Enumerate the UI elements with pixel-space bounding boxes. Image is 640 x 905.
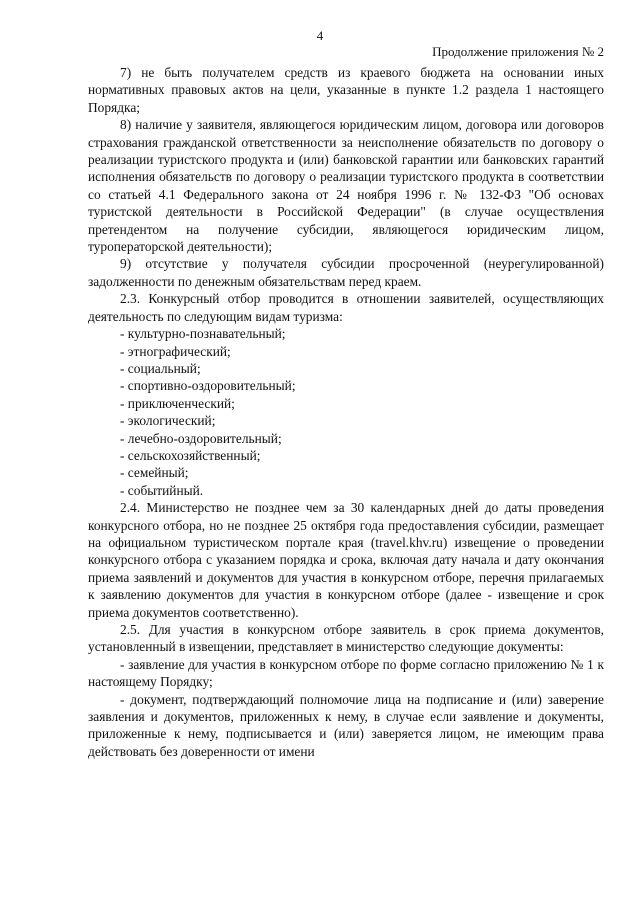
document-list-item-application: - заявление для участия в конкурсном отборе по форме согласно приложению № 1 к настоящему Порядку; — [88, 656, 604, 690]
document-body — [88, 64, 604, 760]
document-list-item-authority: - документ, подтверждающий полномочие лица на подписание и (или) заверение заявления и документов, приложенных к нему, в случае если заявление и документы, приложенные к нему, подписывается и (или) заверяется лицом, не имеющим права действовать без доверенности от имени — [88, 691, 604, 759]
paragraph-2-3: 2.3. Конкурсный отбор проводится в отношении заявителей, осуществляющих деятельность по следующим видам туризма: — [88, 291, 604, 324]
list-item: - экологический; — [120, 413, 216, 429]
list-item: - спортивно-оздоровительный; — [120, 378, 296, 394]
paragraph-item-9: 9) отсутствие у получателя субсидии просроченной (неурегулированной) задолженности по денежным обязательствам перед краем. — [88, 256, 604, 289]
list-item: - семейный; — [120, 465, 189, 481]
appendix-continuation-label: Продолжение приложения № 2 — [432, 44, 604, 59]
list-item: - сельскохозяйственный; — [120, 447, 261, 463]
paragraph-2-5: 2.5. Для участия в конкурсном отборе заявитель в срок приема документов, установленный в извещении, представляет в министерство следующие документы: — [88, 622, 604, 655]
list-item: - лечебно-оздоровительный; — [120, 430, 282, 446]
paragraph-item-7: 7) не быть получателем средств из краевого бюджета на основании иных нормативных правовых актов на цели, указанные в пункте 1.2 раздела 1 настоящего Порядка; — [88, 65, 604, 115]
list-item: - этнографический; — [120, 343, 231, 359]
paragraph-item-8: 8) наличие у заявителя, являющегося юридическим лицом, договора или договоров страхования гражданской ответственности за неисполнение обязательств по договору о реализации туристского продукта и (или) банковской гарантии или банковских гарантий исполнения обязательств по договору о реализации туристского продукта в соответствии со статьей 4.1 Федерального закона от 24 ноября 1996 г. № 132-ФЗ "Об основах туристской деятельности в Российской Федерации" (в случае осуществления претендентом на получение субсидии, являющегося юридическим лицом, туроператорской деятельности); — [88, 117, 604, 255]
list-item: - приключенческий; — [120, 395, 235, 411]
list-item: - культурно-познавательный; — [120, 326, 286, 342]
page-number: 4 — [316, 28, 324, 43]
list-item: - социальный; — [120, 360, 201, 376]
list-item: - событийный. — [120, 482, 204, 498]
tourism-types-list — [88, 325, 604, 499]
paragraph-2-4: 2.4. Министерство не позднее чем за 30 календарных дней до даты проведения конкурсного отбора, но не позднее 25 октября года предоставления субсидии, размещает на официальном туристическом портале края (travel.khv.ru) извещение о проведении конкурсного отбора с указанием порядка и срока, включая дату начала и дату окончания приема заявлений и документов для участия в конкурсном отборе, перечня прилагаемых к заявлению документов для участия в конкурсном отборе (далее - извещение и срок приема документов соответственно). — [88, 500, 604, 620]
